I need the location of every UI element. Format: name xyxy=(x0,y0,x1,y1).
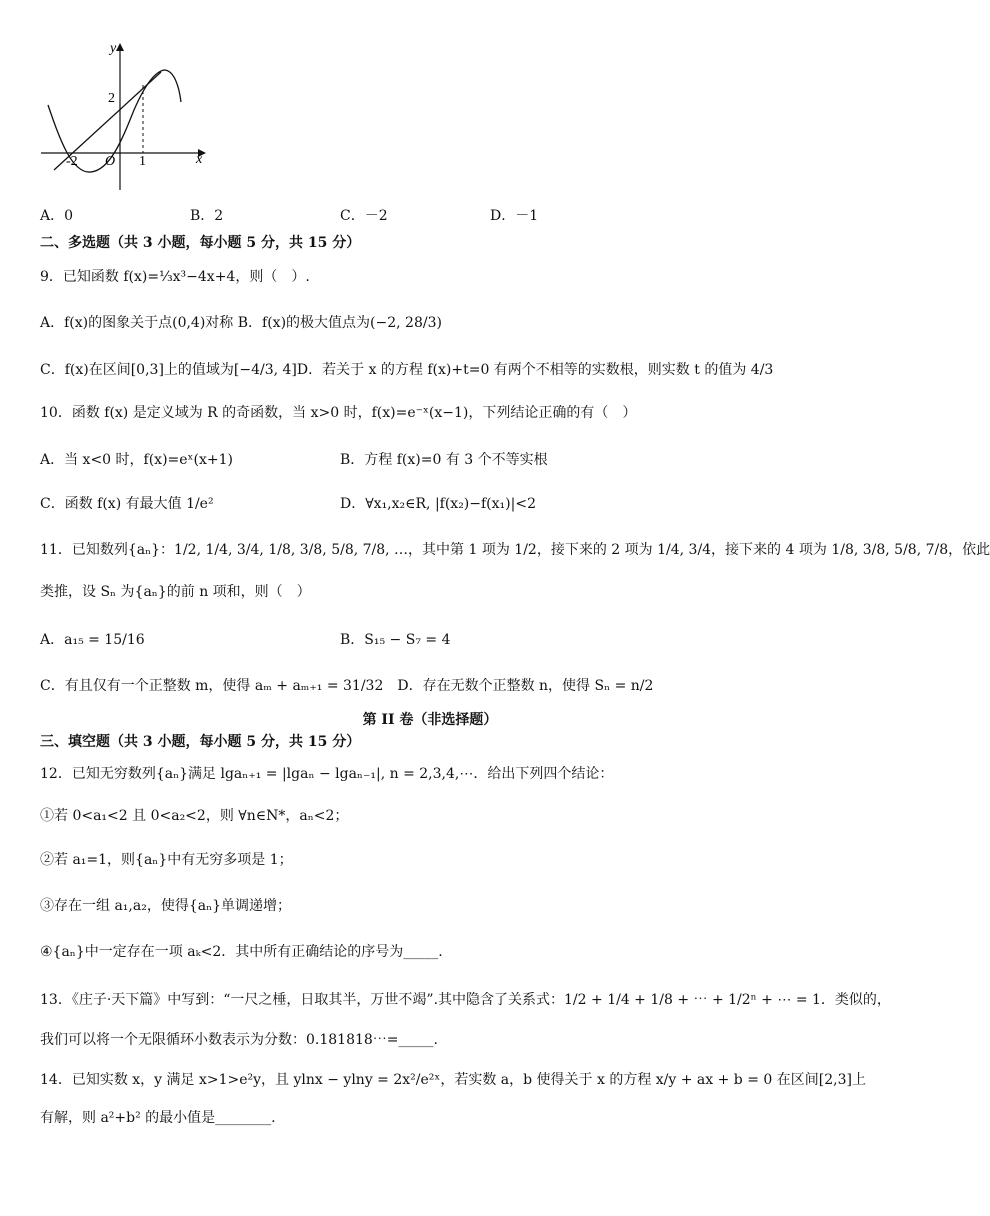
q10-stem: 10．函数 f(x) 是定义域为 R 的奇函数，当 x>0 时，f(x)=e⁻ˣ(x−1)，下列结论正确的有（ ） xyxy=(40,405,637,421)
section-3-title: 三、填空题（共 3 小题，每小题 5 分，共 15 分） xyxy=(40,734,361,750)
q13-line-2: 我们可以将一个无限循环小数表示为分数：0.181818⋯=_____. xyxy=(40,1032,438,1048)
q10-option-d[interactable]: D．∀x₁,x₂∈R, |f(x₂)−f(x₁)|<2 xyxy=(340,496,536,512)
q12-conclusion-3: ③存在一组 a₁,a₂，使得{aₙ}单调递增； xyxy=(40,898,292,914)
q10-option-a[interactable]: A．当 x<0 时，f(x)=eˣ(x+1) xyxy=(40,452,233,468)
q9-stem: 9．已知函数 f(x)=⅓x³−4x+4，则（ ）. xyxy=(40,269,310,285)
q11-option-b[interactable]: B．S₁₅ − S₇ = 4 xyxy=(340,632,451,648)
y-axis-arrow xyxy=(116,43,124,51)
q13-line-1: 13．《庄子·天下篇》中写到：“一尺之棰，日取其半，万世不竭”.其中隐含了关系式：1/2 + 1/4 + 1/8 + ⋯ + 1/2ⁿ + ⋯ = 1．类似的， xyxy=(40,992,891,1008)
q8-option-d[interactable]: D．－1 xyxy=(490,208,539,224)
x-tick-neg2: -2 xyxy=(66,154,78,169)
q11-options-cd[interactable]: C．有且仅有一个正整数 m，使得 aₘ + aₘ₊₁ = 31/32 D．存在无数个正整数 n，使得 Sₙ = n/2 xyxy=(40,678,654,694)
q14-line-1: 14．已知实数 x，y 满足 x>1>e²y，且 ylnx − ylny = 2x²/e²ˣ，若实数 a，b 使得关于 x 的方程 x/y + ax + b = 0 在区间[2,3]上 xyxy=(40,1072,866,1088)
section-2-title: 二、多选题（共 3 小题，每小题 5 分，共 15 分） xyxy=(40,235,361,251)
x-tick-1: 1 xyxy=(139,154,146,169)
q11-stem-cont: 类推，设 Sₙ 为{aₙ}的前 n 项和，则（ ） xyxy=(40,584,311,600)
q12-conclusion-1: ①若 0<a₁<2 且 0<a₂<2，则 ∀n∈N*，aₙ<2； xyxy=(40,808,349,824)
q9-options-cd[interactable]: C．f(x)在区间[0,3]上的值域为[−4/3, 4]D．若关于 x 的方程 f(x)+t=0 有两个不相等的实数根，则实数 t 的值为 4/3 xyxy=(40,362,774,378)
x-label: x xyxy=(196,152,203,167)
y-label: y xyxy=(110,41,117,56)
origin-label: O xyxy=(105,154,116,169)
q12-stem: 12．已知无穷数列{aₙ}满足 lgaₙ₊₁ = |lgaₙ − lgaₙ₋₁|, n = 2,3,4,⋯．给出下列四个结论： xyxy=(40,766,614,782)
part-2-title: 第 II 卷（非选择题） xyxy=(362,712,498,728)
function-graph xyxy=(36,40,216,200)
q10-option-b[interactable]: B．方程 f(x)=0 有 3 个不等实根 xyxy=(340,452,548,468)
q12-conclusion-2: ②若 a₁=1，则{aₙ}中有无穷多项是 1； xyxy=(40,852,293,868)
q14-line-2: 有解，则 a²+b² 的最小值是________. xyxy=(40,1110,276,1126)
q9-options-ab[interactable]: A．f(x)的图象关于点(0,4)对称 B．f(x)的极大值点为(−2, 28/3) xyxy=(40,315,442,331)
q11-option-a[interactable]: A．a₁₅ = 15/16 xyxy=(40,632,145,648)
q10-option-c[interactable]: C．函数 f(x) 有最大值 1/e² xyxy=(40,496,214,512)
q11-stem: 11．已知数列{aₙ}：1/2, 1/4, 3/4, 1/8, 3/8, 5/8, 7/8, …，其中第 1 项为 1/2，接下来的 2 项为 1/4, 3/4，接下来的 4 项为 1/8, 3/8, 5/8, 7/8，依此 xyxy=(40,542,990,558)
y-tick-2: 2 xyxy=(108,91,115,106)
q8-option-c[interactable]: C．－2 xyxy=(340,208,388,224)
q8-option-a[interactable]: A．0 xyxy=(40,208,74,224)
q12-conclusion-4: ④{aₙ}中一定存在一项 aₖ<2．其中所有正确结论的序号为_____. xyxy=(40,944,443,960)
q8-option-b[interactable]: B．2 xyxy=(190,208,224,224)
